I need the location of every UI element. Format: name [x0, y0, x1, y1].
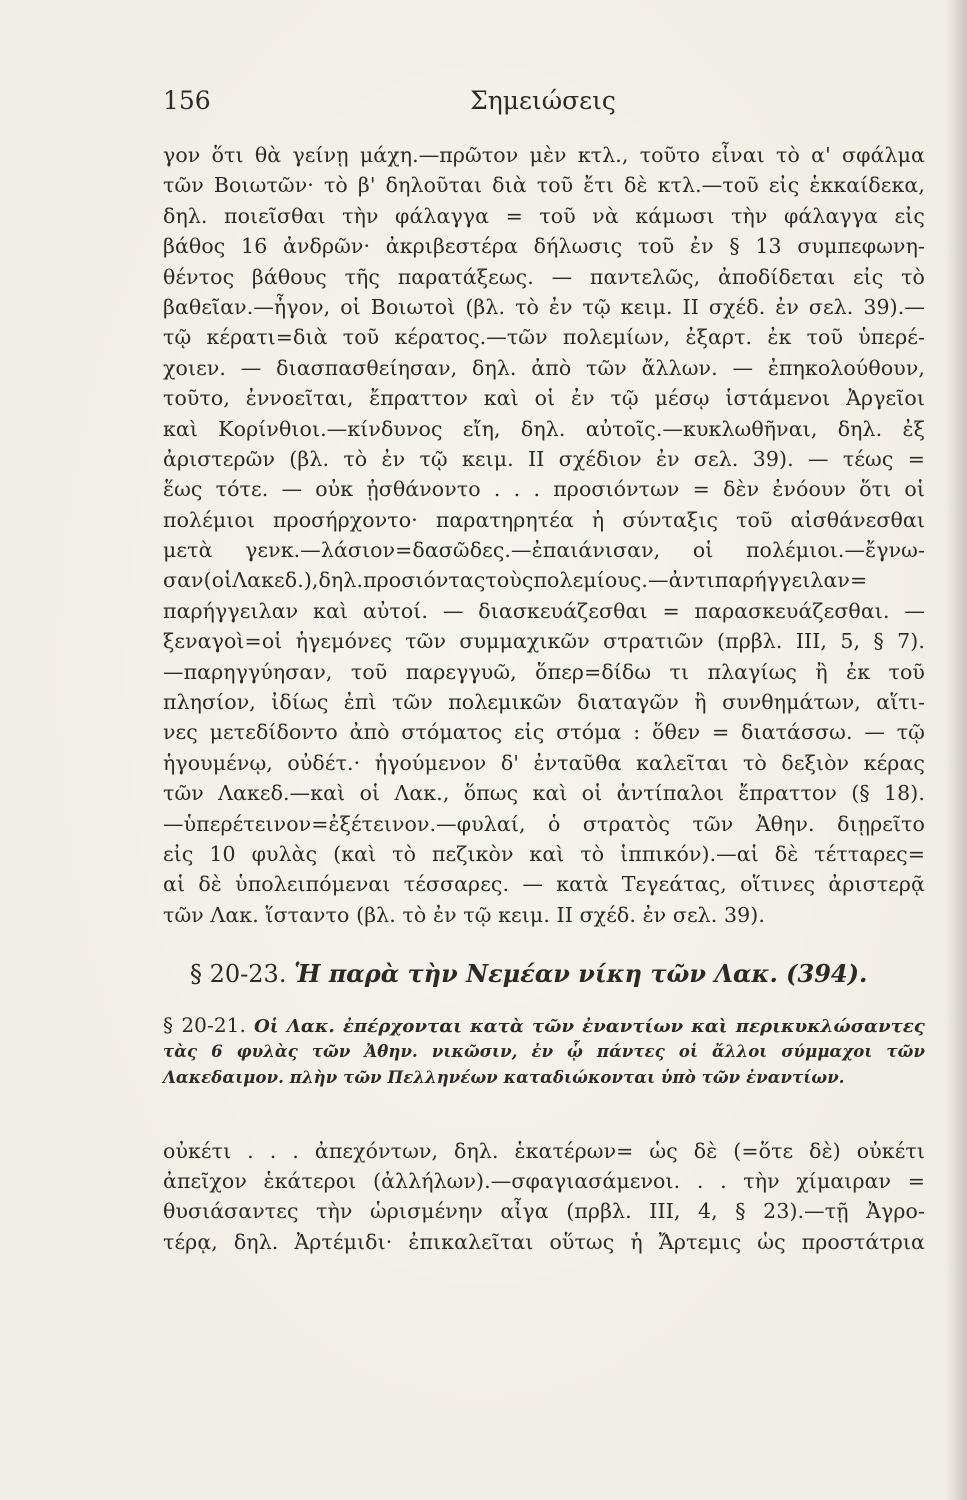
- text-line: ἀπεῖχον ἑκάτεροι (ἀλλήλων).—σφαγιασάμενοι. . . τὴν χίμαιραν =: [163, 1169, 925, 1194]
- text-line: τῶν Λακεδ.—καὶ οἱ Λακ., ὅπως καὶ οἱ ἀντίπαλοι ἔπραττον (§ 18).: [163, 781, 925, 806]
- text-line: ἀριστερῶν (βλ. τὸ ἐν τῷ κειμ. II σχέδιον ἐν σελ. 39). — τέως =: [163, 446, 925, 471]
- text-line: —ὑπερέτεινον=ἐξέτεινον.—φυλαί, ὁ στρατὸς τῶν Ἀθην. διῃρεῖτο: [163, 811, 925, 836]
- notes-text-top: [163, 140, 925, 930]
- section-summary: [163, 1012, 925, 1092]
- page-header: [163, 86, 923, 126]
- text-line: —παρηγγύησαν, τοῦ παρεγγυῶ, ὅπερ=δίδω τι πλαγίως ἢ ἐκ τοῦ: [163, 659, 925, 684]
- summary-number: § 20-21.: [163, 1013, 246, 1038]
- text-line: τῷ κέρατι=διὰ τοῦ κέρατος.—τῶν πολεμίων, ἐξαρτ. ἐκ τοῦ ὑπερέ-: [163, 325, 925, 350]
- text-line: οὐκέτι . . . ἀπεχόντων, δηλ. ἑκατέρων= ὡς δὲ (=ὅτε δὲ) οὐκέτι: [163, 1138, 925, 1163]
- summary-line: Λακεδαιμον. πλὴν τῶν Πελληνέων καταδιώκονται ὑπὸ τῶν ἐναντίων.: [163, 1068, 845, 1088]
- text-line: δηλ. ποιεῖσθαι τὴν φάλαγγα = τοῦ νὰ κάμωσι τὴν φάλαγγα εἰς: [163, 203, 925, 228]
- text-line: θυσιάσαντες τὴν ὡρισμένην αἶγα (πρβλ. III, 4, § 23).—τῇ Ἀγρο-: [163, 1199, 925, 1224]
- section-heading-number: § 20-23.: [190, 960, 287, 989]
- text-line: μετὰ γενκ.—λάσιον=δασῶδες.—ἐπαιάνισαν, οἱ πολέμιοι.—ἔγνω-: [163, 538, 925, 563]
- notes-text-bottom: [163, 1136, 925, 1258]
- text-line: παρήγγειλαν καὶ αὐτοί. — διασκευάζεσθαι = παρασκευάζεσθαι. —: [163, 598, 925, 623]
- text-line: τῶν Βοιωτῶν· τὸ β' δηλοῦται διὰ τοῦ ἔτι δὲ κτλ.—τοῦ εἰς ἑκκαίδεκα,: [163, 173, 925, 198]
- summary-text: Οἱ Λακ. ἐπέρχονται κατὰ τῶν ἐναντίων καὶ περικυκλώσαντες: [254, 1016, 925, 1038]
- section-heading: [163, 948, 925, 1000]
- summary-line: τὰς 6 φυλὰς τῶν Ἀθην. νικῶσιν, ἐν ᾧ πάντες οἱ ἄλλοι σύμμαχοι τῶν: [163, 1041, 925, 1061]
- text-line: πολέμιοι προσήρχοντο· παρατηρητέα ἡ σύνταξις τοῦ αἰσθάνεσθαι: [163, 507, 925, 532]
- section-heading-title: Ἡ παρὰ τὴν Νεμέαν νίκη τῶν Λακ. (394).: [294, 959, 868, 989]
- text-line: βάθος 16 ἀνδρῶν· ἀκριβεστέρα δήλωσις τοῦ ἐν § 13 συμπεφωνη-: [163, 234, 925, 259]
- body-text: [163, 140, 925, 1257]
- text-line: βαθεῖαν.—ἦγον, οἱ Βοιωτοὶ (βλ. τὸ ἐν τῷ κειμ. II σχέδ. ἐν σελ. 39).—: [163, 294, 925, 319]
- text-line: ἡγουμένῳ, οὐδέτ.· ἡγούμενον δ' ἐνταῦθα καλεῖται τὸ δεξιὸν κέρας: [163, 750, 925, 775]
- text-line: τῶν Λακ. ἵσταντο (βλ. τὸ ἐν τῷ κειμ. II σχέδ. ἐν σελ. 39).: [163, 902, 766, 927]
- text-line: θέντος βάθους τῆς παρατάξεως. — παντελῶς, ἀποδίδεται εἰς τὸ: [163, 264, 925, 289]
- text-line: ἕως τότε. — οὐκ ᾐσθάνοντο . . . προσιόντων = δὲν ἐνόουν ὅτι οἱ: [163, 477, 925, 502]
- text-line: αἱ δὲ ὑπολειπόμεναι τέσσαρες. — κατὰ Τεγεάτας, οἵτινες ἀριστερᾷ: [163, 872, 925, 897]
- page-edge-shadow: [945, 0, 967, 1500]
- text-line: γον ὅτι θὰ γείνῃ μάχη.—πρῶτον μὲν κτλ., τοῦτο εἶναι τὸ α' σφάλμα: [163, 143, 925, 167]
- text-line: τοῦτο, ἐννοεῖται, ἔπραττον καὶ οἱ ἐν τῷ μέσῳ ἱστάμενοι Ἀργεῖοι: [163, 386, 925, 411]
- text-line: καὶ Κορίνθιοι.—κίνδυνος εἴη, δηλ. αὐτοῖς.—κυκλωθῆναι, δηλ. ἐξ: [163, 416, 925, 441]
- summary-line: [163, 1012, 925, 1039]
- running-head: Σημειώσεις: [470, 86, 616, 115]
- text-line: νες μετεδίδοντο ἀπὸ στόματος εἰς στόμα : ὅθεν = διατάσσω. — τῷ: [163, 720, 925, 745]
- text-line: χοιεν. — διασπασθείησαν, δηλ. ἀπὸ τῶν ἄλλων. — ἐπηκολούθουν,: [163, 355, 925, 380]
- text-line: ξεναγοὶ=οἱ ἡγεμόνες τῶν συμμαχικῶν στρατιῶν (πρβλ. III, 5, § 7).: [163, 629, 925, 654]
- page-number: 156: [163, 86, 211, 115]
- text-line: πλησίον, ἰδίως ἐπὶ τῶν πολεμικῶν διαταγῶν ἢ συνθημάτων, αἵτι-: [163, 690, 925, 715]
- text-line: εἰς 10 φυλὰς (καὶ τὸ πεζικὸν καὶ τὸ ἱππικόν).—αἱ δὲ τέτταρες=: [163, 841, 925, 866]
- text-line: σαν(οἱΛακεδ.),δηλ.προσιόνταςτοὺςπολεμίους.—ἀντιπαρήγγειλαν=: [163, 568, 868, 593]
- text-line: τέρᾳ, δηλ. Ἀρτέμιδι· ἐπικαλεῖται οὕτως ἡ Ἄρτεμις ὡς προστάτρια: [163, 1229, 925, 1254]
